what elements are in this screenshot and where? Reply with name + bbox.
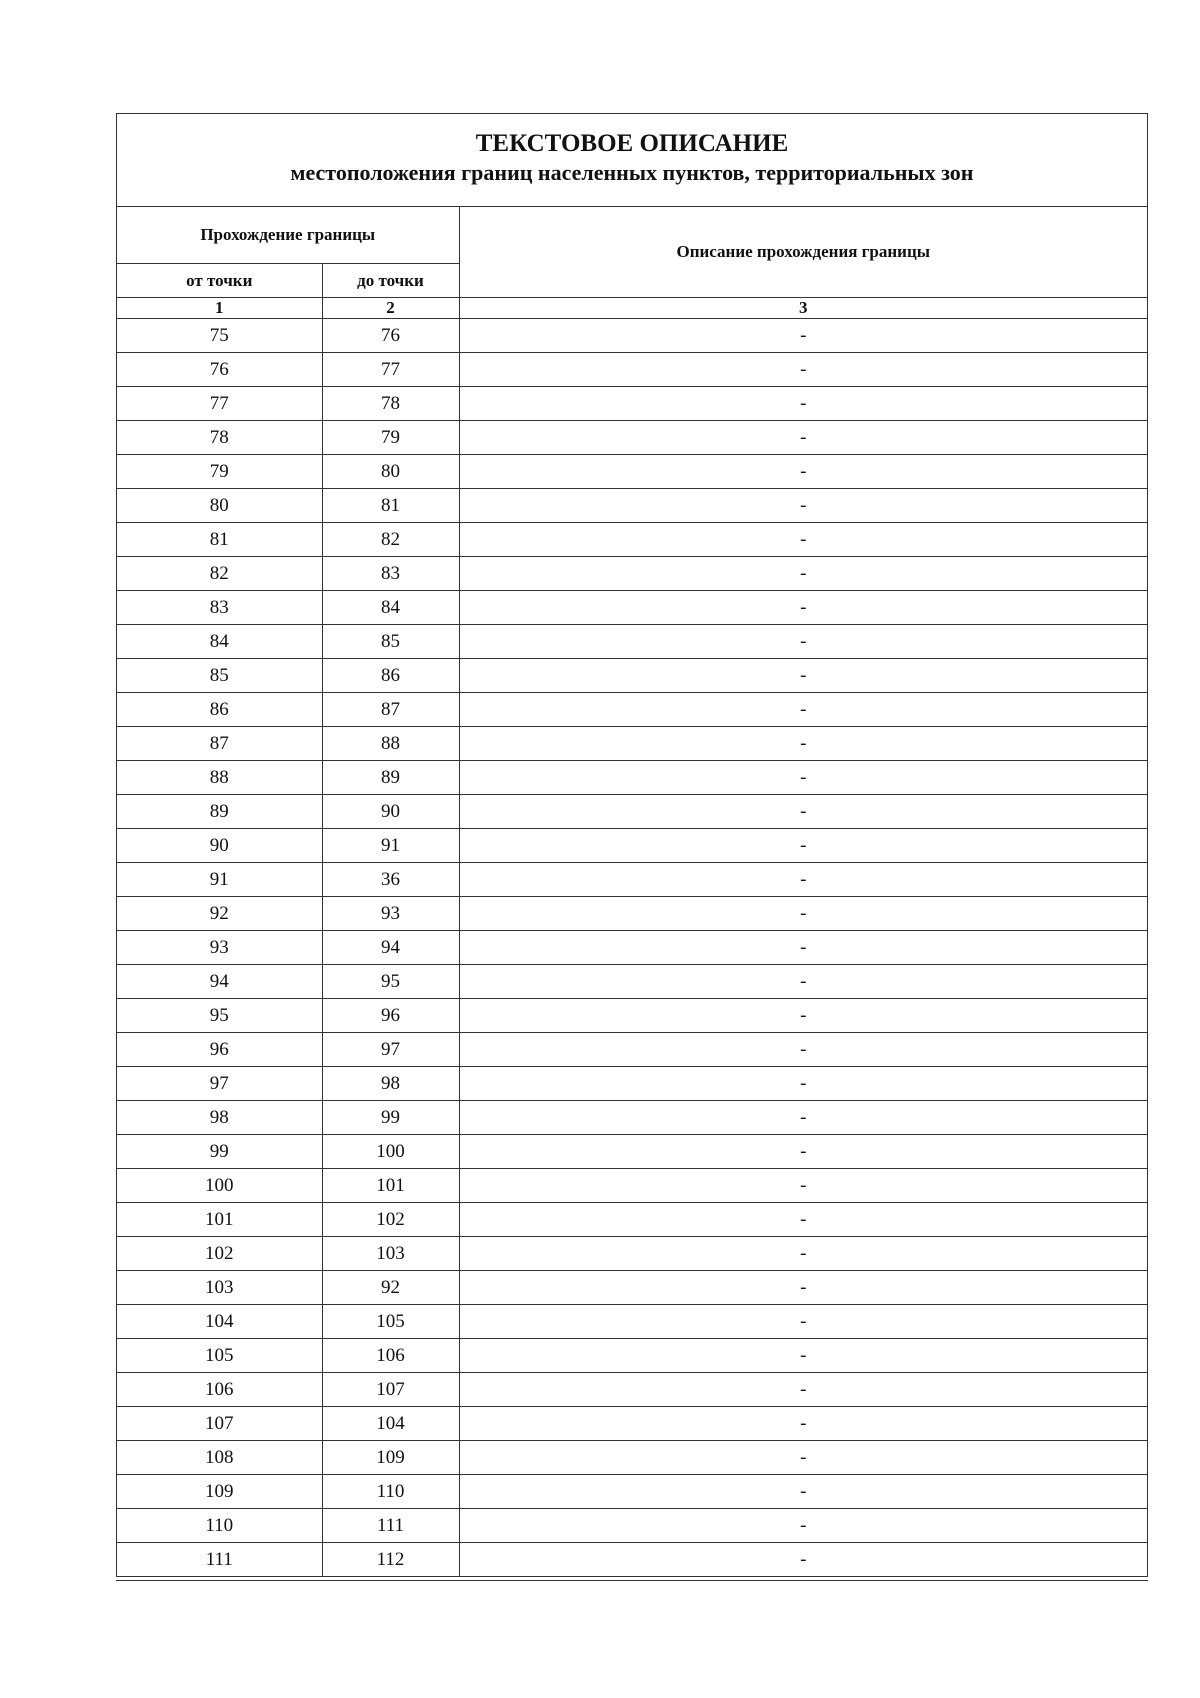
cell-from-point: 109 (117, 1475, 322, 1509)
cell-from-point: 88 (117, 761, 322, 795)
document-title: ТЕКСТОВОЕ ОПИСАНИЕ (475, 130, 789, 157)
header-description: Описание прохождения границы (459, 207, 1147, 298)
cell-to-point: 94 (322, 931, 459, 965)
column-number-2: 2 (322, 298, 459, 319)
document-subtitle: местоположения границ населенных пунктов, территориальных зон (290, 160, 974, 185)
cell-to-point: 112 (322, 1543, 459, 1577)
table-row (117, 965, 1147, 999)
cell-description: - (459, 625, 1147, 659)
cell-description: - (459, 1203, 1147, 1237)
title-block (117, 114, 1147, 207)
cell-from-point: 100 (117, 1169, 322, 1203)
cell-from-point: 83 (117, 591, 322, 625)
cell-from-point: 99 (117, 1135, 322, 1169)
cell-description: - (459, 727, 1147, 761)
table-row (117, 1135, 1147, 1169)
cell-to-point: 100 (322, 1135, 459, 1169)
cell-from-point: 102 (117, 1237, 322, 1271)
cell-to-point: 88 (322, 727, 459, 761)
table-row (117, 625, 1147, 659)
table-row (117, 1407, 1147, 1441)
table-row (117, 1169, 1147, 1203)
cell-from-point: 80 (117, 489, 322, 523)
cell-description: - (459, 863, 1147, 897)
cell-to-point: 82 (322, 523, 459, 557)
cell-from-point: 97 (117, 1067, 322, 1101)
table-row (117, 999, 1147, 1033)
cell-description: - (459, 965, 1147, 999)
cell-from-point: 82 (117, 557, 322, 591)
cell-from-point: 92 (117, 897, 322, 931)
cell-from-point: 105 (117, 1339, 322, 1373)
table-row (117, 557, 1147, 591)
cell-to-point: 97 (322, 1033, 459, 1067)
cell-description: - (459, 1305, 1147, 1339)
cell-description: - (459, 1373, 1147, 1407)
cell-to-point: 89 (322, 761, 459, 795)
table-row (117, 1475, 1147, 1509)
cell-to-point: 90 (322, 795, 459, 829)
cell-from-point: 108 (117, 1441, 322, 1475)
cell-from-point: 90 (117, 829, 322, 863)
table-row (117, 795, 1147, 829)
cell-description: - (459, 557, 1147, 591)
cell-to-point: 76 (322, 319, 459, 353)
table-row (117, 1509, 1147, 1543)
boundary-description-sheet (116, 113, 1148, 1577)
table-row (117, 1203, 1147, 1237)
cell-from-point: 79 (117, 455, 322, 489)
table-row (117, 455, 1147, 489)
cell-from-point: 86 (117, 693, 322, 727)
cell-description: - (459, 1441, 1147, 1475)
boundary-table (117, 207, 1147, 1576)
cell-from-point: 77 (117, 387, 322, 421)
cell-from-point: 106 (117, 1373, 322, 1407)
cell-to-point: 104 (322, 1407, 459, 1441)
cell-to-point: 79 (322, 421, 459, 455)
cell-description: - (459, 1475, 1147, 1509)
cell-from-point: 85 (117, 659, 322, 693)
table-row (117, 1373, 1147, 1407)
cell-description: - (459, 1067, 1147, 1101)
header-to-point: до точки (322, 264, 459, 298)
cell-description: - (459, 795, 1147, 829)
cell-to-point: 92 (322, 1271, 459, 1305)
cell-from-point: 111 (117, 1543, 322, 1577)
cell-from-point: 91 (117, 863, 322, 897)
table-row (117, 863, 1147, 897)
bottom-rule (116, 1580, 1148, 1581)
cell-from-point: 95 (117, 999, 322, 1033)
table-row (117, 761, 1147, 795)
cell-to-point: 80 (322, 455, 459, 489)
cell-from-point: 96 (117, 1033, 322, 1067)
cell-description: - (459, 591, 1147, 625)
cell-description: - (459, 1033, 1147, 1067)
table-row (117, 727, 1147, 761)
cell-to-point: 106 (322, 1339, 459, 1373)
cell-description: - (459, 829, 1147, 863)
cell-from-point: 89 (117, 795, 322, 829)
cell-description: - (459, 1135, 1147, 1169)
cell-to-point: 81 (322, 489, 459, 523)
cell-from-point: 104 (117, 1305, 322, 1339)
table-row (117, 489, 1147, 523)
cell-description: - (459, 1169, 1147, 1203)
cell-description: - (459, 1339, 1147, 1373)
table-row (117, 1305, 1147, 1339)
cell-description: - (459, 659, 1147, 693)
table-row (117, 319, 1147, 353)
cell-to-point: 78 (322, 387, 459, 421)
cell-description: - (459, 1509, 1147, 1543)
column-number-1: 1 (117, 298, 322, 319)
table-row (117, 1271, 1147, 1305)
cell-to-point: 83 (322, 557, 459, 591)
cell-to-point: 86 (322, 659, 459, 693)
table-row (117, 523, 1147, 557)
table-row (117, 897, 1147, 931)
cell-from-point: 76 (117, 353, 322, 387)
cell-description: - (459, 1237, 1147, 1271)
table-row (117, 1339, 1147, 1373)
header-from-point: от точки (117, 264, 322, 298)
table-row (117, 1543, 1147, 1577)
cell-to-point: 85 (322, 625, 459, 659)
cell-description: - (459, 1543, 1147, 1577)
cell-description: - (459, 1101, 1147, 1135)
cell-to-point: 36 (322, 863, 459, 897)
column-number-3: 3 (459, 298, 1147, 319)
cell-description: - (459, 353, 1147, 387)
cell-to-point: 84 (322, 591, 459, 625)
cell-to-point: 96 (322, 999, 459, 1033)
cell-from-point: 87 (117, 727, 322, 761)
cell-from-point: 103 (117, 1271, 322, 1305)
cell-to-point: 105 (322, 1305, 459, 1339)
table-body (117, 319, 1147, 1577)
cell-from-point: 93 (117, 931, 322, 965)
cell-description: - (459, 455, 1147, 489)
cell-from-point: 98 (117, 1101, 322, 1135)
cell-description: - (459, 319, 1147, 353)
cell-to-point: 87 (322, 693, 459, 727)
cell-description: - (459, 1271, 1147, 1305)
table-row (117, 353, 1147, 387)
header-boundary-passage: Прохождение границы (117, 207, 459, 264)
table-row (117, 1441, 1147, 1475)
cell-to-point: 109 (322, 1441, 459, 1475)
cell-to-point: 91 (322, 829, 459, 863)
cell-to-point: 77 (322, 353, 459, 387)
cell-to-point: 95 (322, 965, 459, 999)
cell-from-point: 107 (117, 1407, 322, 1441)
table-row (117, 1101, 1147, 1135)
cell-description: - (459, 931, 1147, 965)
cell-to-point: 101 (322, 1169, 459, 1203)
cell-from-point: 84 (117, 625, 322, 659)
cell-to-point: 99 (322, 1101, 459, 1135)
cell-to-point: 98 (322, 1067, 459, 1101)
cell-from-point: 81 (117, 523, 322, 557)
cell-description: - (459, 761, 1147, 795)
table-row (117, 1237, 1147, 1271)
cell-description: - (459, 489, 1147, 523)
cell-to-point: 111 (322, 1509, 459, 1543)
table-row (117, 1067, 1147, 1101)
table-row (117, 829, 1147, 863)
table-row (117, 1033, 1147, 1067)
cell-to-point: 102 (322, 1203, 459, 1237)
cell-description: - (459, 693, 1147, 727)
cell-from-point: 101 (117, 1203, 322, 1237)
table-row (117, 421, 1147, 455)
cell-to-point: 93 (322, 897, 459, 931)
cell-from-point: 75 (117, 319, 322, 353)
table-row (117, 591, 1147, 625)
cell-description: - (459, 387, 1147, 421)
cell-description: - (459, 1407, 1147, 1441)
cell-description: - (459, 897, 1147, 931)
cell-to-point: 103 (322, 1237, 459, 1271)
cell-from-point: 78 (117, 421, 322, 455)
table-row (117, 387, 1147, 421)
cell-description: - (459, 999, 1147, 1033)
table-row (117, 931, 1147, 965)
cell-description: - (459, 421, 1147, 455)
cell-to-point: 110 (322, 1475, 459, 1509)
cell-from-point: 110 (117, 1509, 322, 1543)
cell-description: - (459, 523, 1147, 557)
table-row (117, 693, 1147, 727)
cell-to-point: 107 (322, 1373, 459, 1407)
cell-from-point: 94 (117, 965, 322, 999)
table-row (117, 659, 1147, 693)
